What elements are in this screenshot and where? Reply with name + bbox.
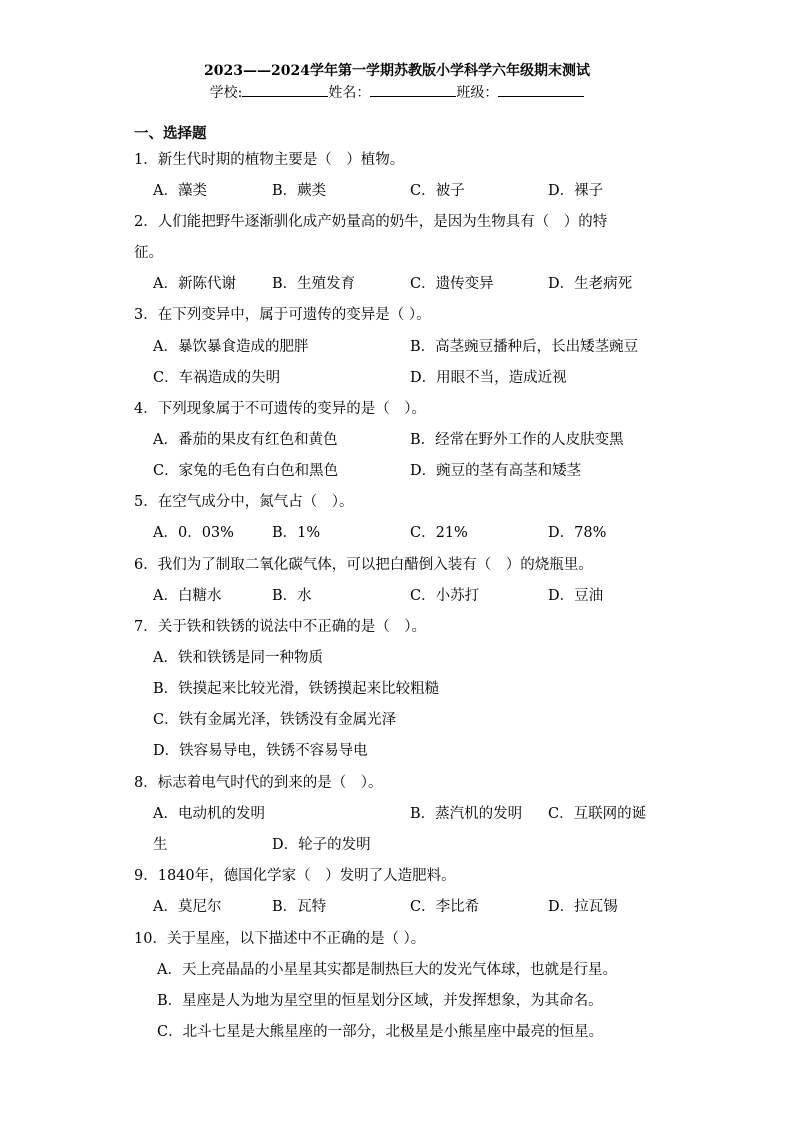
option-c: C．铁有金属光泽，铁锈没有金属光泽 [153,712,397,728]
school-label: 学校: [209,85,243,101]
class-label: 班级： [456,85,499,101]
option-c: C．李比希 [410,899,480,915]
option-b: B．铁摸起来比较光滑，铁锈摸起来比较粗糙 [153,681,440,697]
option-d: D．用眼不当，造成近视 [410,370,567,386]
option-b: B．生殖发育 [272,276,356,292]
question-stem: 1．新生代时期的植物主要是（ ）植物。 [134,152,405,168]
option-a: A．藻类 [153,183,207,199]
option-b: B．高茎豌豆播种后，长出矮茎豌豆 [410,339,639,355]
option-b: B．经常在野外工作的人皮肤变黑 [410,432,624,448]
option-d: D．豆油 [548,588,604,604]
option-b: B．水 [272,588,312,604]
option-a: A．0．03% [153,525,234,541]
option-d: D．轮子的发明 [272,837,371,853]
option-a: A．电动机的发明 [153,806,265,822]
option-a: A．番茄的果皮有红色和黄色 [153,432,338,448]
student-info-line [0,82,794,104]
option-a: A．白糖水 [153,588,222,604]
class-blank [498,82,584,97]
question-stem: 9．1840年，德国化学家（ ）发明了人造肥料。 [134,868,456,884]
option-c: C．互联网的诞 [548,806,647,822]
option-b: B．瓦特 [272,899,327,915]
question-stem: 2．人们能把野牛逐渐驯化成产奶量高的奶牛，是因为生物具有（ ）的特 [134,214,608,230]
option-a: A．新陈代谢 [153,276,236,292]
option-c: C．21% [410,525,468,541]
question-stem: 7．关于铁和铁锈的说法中不正确的是（ ）。 [134,619,426,635]
question-stem: 3．在下列变异中，属于可遗传的变异是（ ）。 [134,307,431,323]
option-b: B．蕨类 [272,183,327,199]
option-c: C．被子 [410,183,465,199]
exam-title: 2023——2024学年第一学期苏教版小学科学六年级期末测试 [204,63,590,79]
name-blank [370,82,456,97]
question-stem: 6．我们为了制取二氧化碳气体，可以把白醋倒入装有（ ）的烧瓶里。 [134,557,593,573]
question-stem: 10．关于星座，以下描述中不正确的是（ ）。 [134,931,426,947]
option-c: C．北斗七星是大熊星座的一部分，北极星是小熊星座中最亮的恒星。 [157,1024,604,1040]
option-a: A．莫尼尔 [153,899,222,915]
question-stem: 4．下列现象属于不可遗传的变异的是（ ）。 [134,401,426,417]
option-d: D．铁容易导电，铁锈不容易导电 [153,743,368,759]
school-blank [242,82,328,97]
question-stem-continued: 征。 [134,245,163,261]
question-stem: 5．在空气成分中，氮气占（ ）。 [134,494,354,510]
option-d: D．裸子 [548,183,604,199]
option-d: D．生老病死 [548,276,633,292]
option-d: D．78% [548,525,607,541]
option-c: C．车祸造成的失明 [153,370,281,386]
option-b: B．1% [272,525,321,541]
option-a: A．天上亮晶晶的小星星其实都是制热巨大的发光气体球，也就是行星。 [157,962,617,978]
section-title: 一、选择题 [134,125,207,142]
option-c: C．遗传变异 [410,276,494,292]
option-b: B．蒸汽机的发明 [410,806,523,822]
option-d: D．拉瓦锡 [548,899,618,915]
option-a: A．铁和铁锈是同一种物质 [153,650,323,666]
option-c: C．家兔的毛色有白色和黑色 [153,463,339,479]
question-stem: 8．标志着电气时代的到来的是（ ）。 [134,775,383,791]
option-c-continued: 生 [153,837,168,853]
option-b: B．星座是人为地为星空里的恒星划分区域，并发挥想象，为其命名。 [157,993,603,1009]
option-c: C．小苏打 [410,588,480,604]
option-d: D．豌豆的茎有高茎和矮茎 [410,463,582,479]
name-label: 姓名： [328,85,371,101]
option-a: A．暴饮暴食造成的肥胖 [153,339,309,355]
